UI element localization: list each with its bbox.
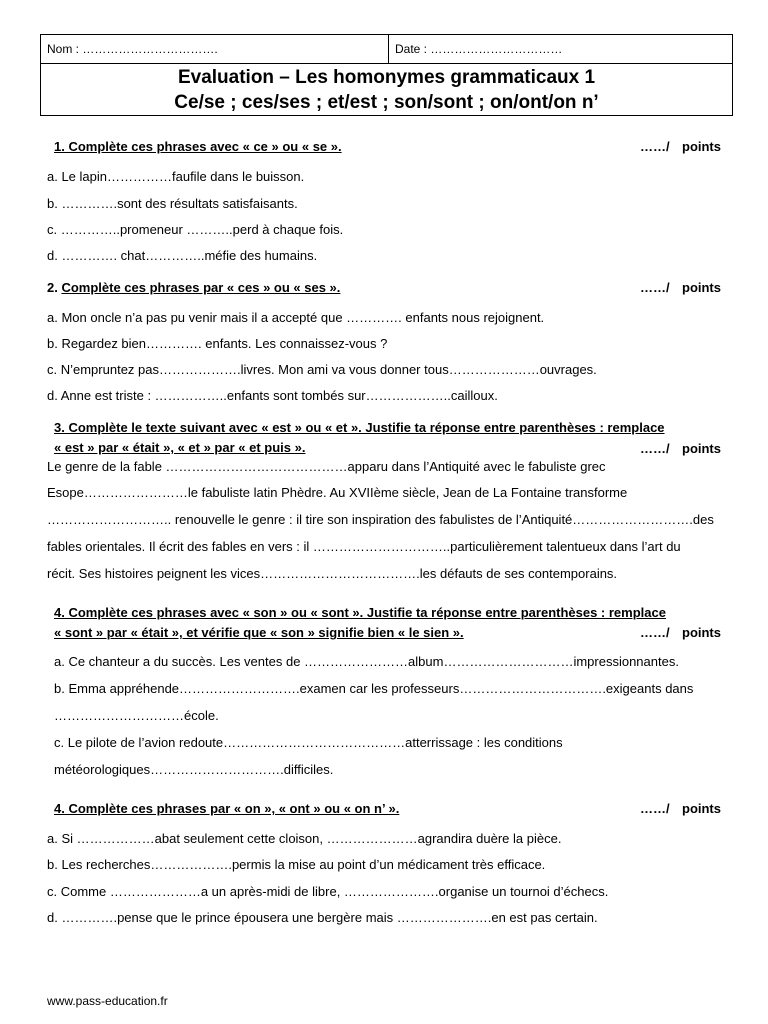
exercise-1-heading: 1. Complète ces phrases avec « ce » ou « se ». <box>54 139 342 154</box>
title-line-2: Ce/se ; ces/ses ; et/est ; son/sont ; on/ont/on n’ <box>174 92 599 113</box>
exercise-4-line-c-cont: météorologiques………………………….difficiles. <box>54 762 334 777</box>
exercise-5-line-a: a. Si ………………abat seulement cette cloison, …………………agrandira duère la pièce. <box>47 831 562 846</box>
exercise-2-line-c: c. N’empruntez pas……………….livres. Mon ami va vous donner tous…………………ouvrages. <box>47 362 597 377</box>
exercise-4-line-b: b. Emma appréhende……………………….examen car les professeurs…………………………….exigeants dans <box>54 681 694 696</box>
exercise-1-points: ……/ points <box>640 139 721 154</box>
exercise-5-line-c: c. Comme …………………a un après-midi de libre, ………………….organise un tournoi d’échecs. <box>47 884 609 899</box>
exercise-1-line-d: d. …………. chat…………..méfie des humains. <box>47 248 318 263</box>
exercise-3-line-2: Esope……………………le fabuliste latin Phèdre. Au XVIIème siècle, Jean de La Fontaine transforme <box>47 485 628 500</box>
exercise-3-heading-line-1: 3. Complète le texte suivant avec « est » ou « et ». Justifie ta réponse entre parenthèses : remplace <box>54 420 665 435</box>
exercise-2-line-a: a. Mon oncle n’a pas pu venir mais il a accepté que …………. enfants nous rejoignent. <box>47 310 545 325</box>
exercise-2-points: ……/ points <box>640 280 721 295</box>
exercise-1-line-b: b. ………….sont des résultats satisfaisants. <box>47 196 298 211</box>
exercise-3-line-4: fables orientales. Il écrit des fables en vers : il …………………………..particulièrement talentueux dans l’art du <box>47 539 681 554</box>
name-date-row <box>41 35 732 64</box>
exercise-3-line-3: ……………………….. renouvelle le genre : il tire son inspiration des fabulistes de l’Antiquité……………………….des <box>47 512 714 527</box>
exercise-4-heading-line-1: 4. Complète ces phrases avec « son » ou « sont ». Justifie ta réponse entre parenthèses : remplace <box>54 605 666 620</box>
exercise-3-line-5: récit. Ses histoires peignent les vices……………………………….les défauts de ses contemporains. <box>47 566 618 581</box>
date-field[interactable]: Date : …………………………… <box>395 42 563 56</box>
title-line-1: Evaluation – Les homonymes grammaticaux 1 <box>177 67 596 88</box>
exercise-4-heading-line-2: « sont » par « était », et vérifie que « son » signifie bien « le sien ». <box>54 625 464 640</box>
exercise-1-line-c: c. …………..promeneur ………..perd à chaque fois. <box>47 222 344 237</box>
exercise-5-points: ……/ points <box>640 801 721 816</box>
exercise-3-heading-line-2: « est » par « était », « et » par « et puis ». <box>54 440 306 455</box>
exercise-4-line-b-cont: …………………………école. <box>54 708 219 723</box>
exercise-3-line-1: Le genre de la fable ……………………………………apparu dans l’Antiquité avec le fabuliste grec <box>47 459 606 474</box>
exercise-5-line-b: b. Les recherches……………….permis la mise au point d’un médicament très efficace. <box>47 857 546 872</box>
exercise-2-heading: 2. Complète ces phrases par « ces » ou « ses ». <box>47 280 341 295</box>
exercise-2-line-d: d. Anne est triste : ……………..enfants sont tombés sur………………..cailloux. <box>47 388 498 403</box>
exercise-2-line-b: b. Regardez bien…………. enfants. Les connaissez-vous ? <box>47 336 388 351</box>
exercise-4-points: ……/ points <box>640 625 721 640</box>
exercise-5-line-d: d. ………….pense que le prince épousera une bergère mais ………………….en est pas certain. <box>47 910 598 925</box>
exercise-4-line-a: a. Ce chanteur a du succès. Les ventes de ……………………album…………………………impressionnantes. <box>54 654 679 669</box>
exercise-1-line-a: a. Le lapin……………faufile dans le buisson. <box>47 169 305 184</box>
page-title <box>41 64 732 115</box>
exercise-3-points: ……/ points <box>640 441 721 456</box>
header-table <box>40 34 733 116</box>
exercise-5-heading: 4. Complète ces phrases par « on », « ont » ou « on n’ ». <box>54 801 400 816</box>
footer-url[interactable]: www.pass-education.fr <box>47 994 168 1008</box>
exercise-4-line-c: c. Le pilote de l’avion redoute……………………………………atterrissage : les conditions <box>54 735 563 750</box>
name-field[interactable]: Nom : ……………………………. <box>41 35 389 63</box>
